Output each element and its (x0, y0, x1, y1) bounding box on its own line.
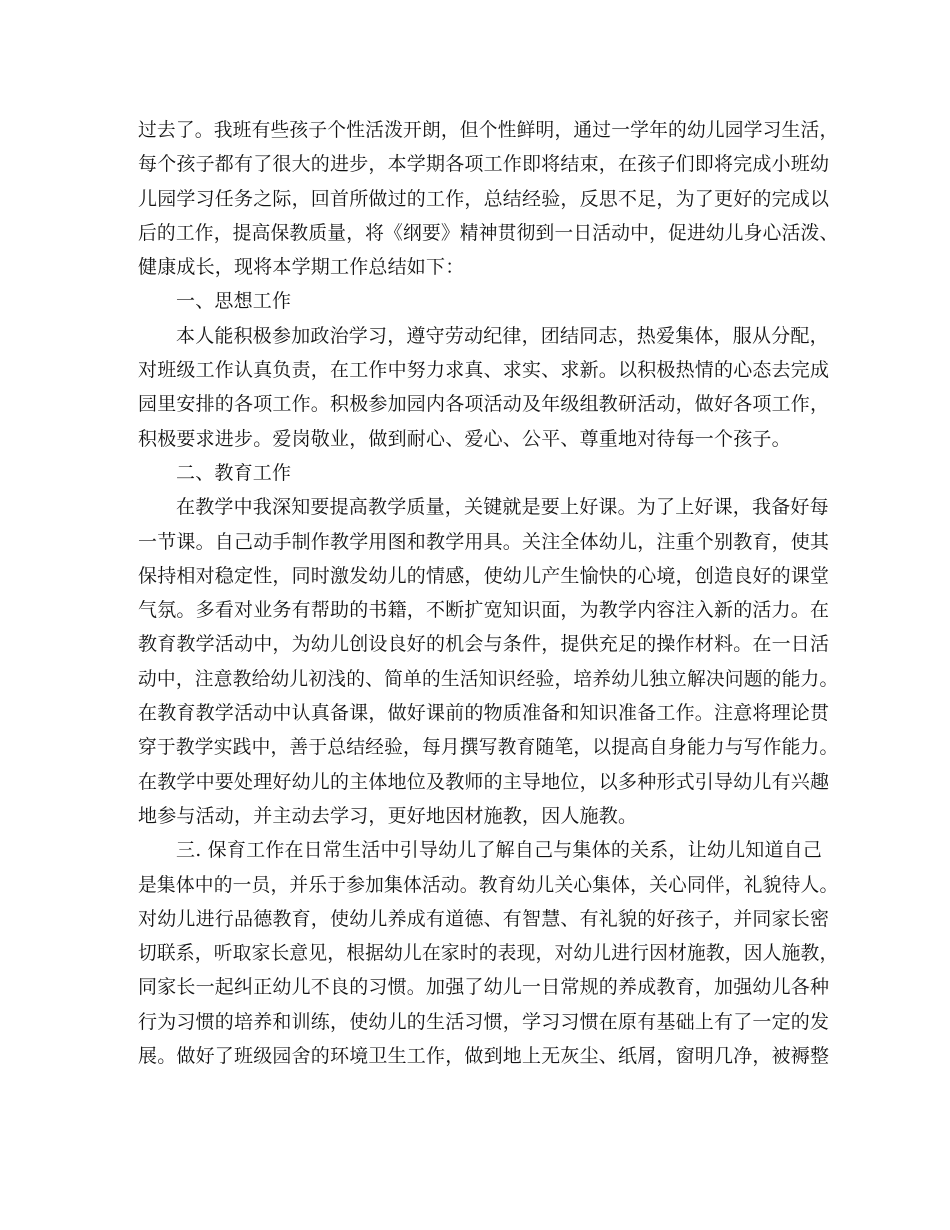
text-line: 展。做好了班级园舍的环境卫生工作，做到地上无灰尘、纸屑，窗明几净，被褥整 (138, 1045, 830, 1068)
text-line: 切联系，听取家长意见，根据幼儿在家时的表现，对幼儿进行因材施教，因人施教， (138, 942, 839, 965)
text-line: 儿园学习任务之际，回首所做过的工作，总结经验，反思不足，为了更好的完成以 (138, 187, 830, 210)
document-body (138, 113, 839, 1073)
text-line: 一、思想工作 (176, 290, 292, 313)
text-line: 动中，注意教给幼儿初浅的、简单的生活知识经验，培养幼儿独立解决问题的能力。 (138, 667, 839, 690)
text-line: 二、教育工作 (176, 461, 292, 484)
text-line: 在教学中我深知要提高教学质量，关键就是要上好课。为了上好课，我备好每 (176, 496, 829, 519)
text-line: 对幼儿进行品德教育，使幼儿养成有道德、有智慧、有礼貌的好孩子，并同家长密 (138, 907, 830, 930)
text-line: 是集体中的一员，并乐于参加集体活动。教育幼儿关心集体，关心同伴，礼貌待人。 (138, 873, 839, 896)
text-line: 保持相对稳定性，同时激发幼儿的情感，使幼儿产生愉快的心境，创造良好的课堂 (138, 564, 830, 587)
text-line: 一节课。自己动手制作教学用图和教学用具。关注全体幼儿，注重个别教育，使其 (138, 530, 830, 553)
text-line: 积极要求进步。爱岗敬业，做到耐心、爱心、公平、尊重地对待每一个孩子。 (138, 427, 791, 450)
text-line: 同家长一起纠正幼儿不良的习惯。加强了幼儿一日常规的养成教育，加强幼儿各种 (138, 976, 830, 999)
text-line: 行为习惯的培养和训练，使幼儿的生活习惯，学习习惯在原有基础上有了一定的发 (138, 1010, 830, 1033)
text-line: 地参与活动，并主动去学习，更好地因材施教，因人施教。 (138, 804, 638, 827)
text-line: 每个孩子都有了很大的进步，本学期各项工作即将结束，在孩子们即将完成小班幼 (138, 153, 830, 176)
text-line: 三. 保育工作在日常生活中引导幼儿了解自己与集体的关系，让幼儿知道自己 (176, 839, 823, 862)
text-line: 园里安排的各项工作。积极参加园内各项活动及年级组教研活动，做好各项工作， (138, 393, 830, 416)
text-line: 后的工作，提高保教质量，将《纲要》精神贯彻到一日活动中，促进幼儿身心活泼、 (138, 221, 839, 244)
text-line: 过去了。我班有些孩子个性活泼开朗，但个性鲜明，通过一学年的幼儿园学习生活， (138, 119, 839, 141)
text-line: 在教学中要处理好幼儿的主体地位及教师的主导地位，以多种形式引导幼儿有兴趣 (138, 770, 830, 793)
text-line: 健康成长，现将本学期工作总结如下： (138, 256, 465, 279)
text-line: 对班级工作认真负责，在工作中努力求真、求实、求新。以积极热情的心态去完成 (138, 359, 830, 382)
text-line: 教育教学活动中，为幼儿创设良好的机会与条件，提供充足的操作材料。在一日活 (138, 633, 830, 656)
text-line: 本人能积极参加政治学习，遵守劳动纪律，团结同志，热爱集体，服从分配， (176, 324, 829, 347)
text-line: 穿于教学实践中，善于总结经验，每月撰写教育随笔，以提高自身能力与写作能力。 (138, 736, 839, 759)
text-line: 在教育教学活动中认真备课，做好课前的物质准备和知识准备工作。注意将理论贯 (138, 702, 830, 725)
text-line: 气氛。多看对业务有帮助的书籍，不断扩宽知识面，为教学内容注入新的活力。在 (138, 599, 830, 622)
